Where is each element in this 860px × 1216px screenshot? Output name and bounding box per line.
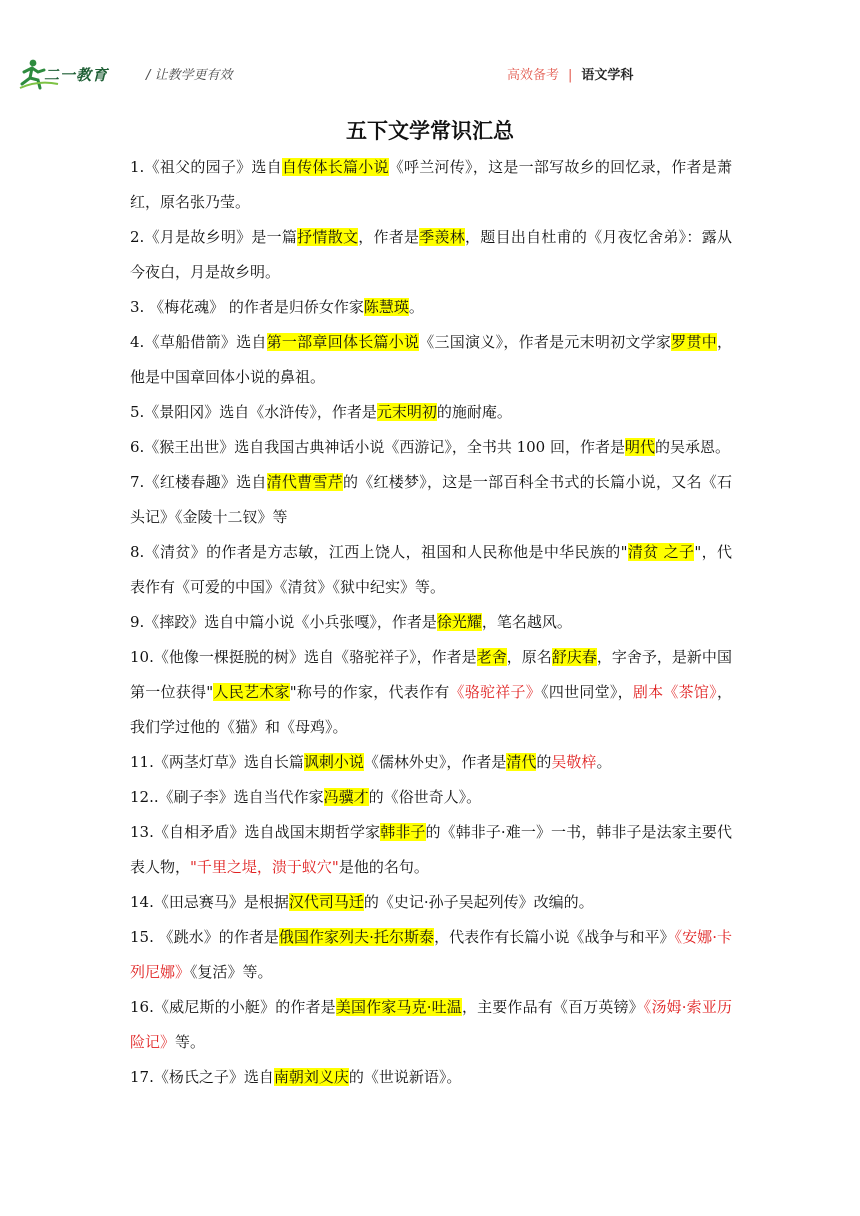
text-segment: 9.《摔跤》选自中篇小说《小兵张嘎》，作者是 bbox=[130, 613, 437, 631]
header-separator: | bbox=[568, 68, 573, 83]
page-header bbox=[0, 0, 860, 100]
text-segment: 2.《月是故乡明》是一篇 bbox=[130, 228, 298, 246]
text-segment: 16.《威尼斯的小艇》的作者是 bbox=[130, 998, 336, 1016]
highlighted-text: 讽刺小说 bbox=[303, 753, 364, 771]
text-segment: 的施耐庵。 bbox=[436, 403, 512, 421]
text-segment: 的《史记·孙子吴起列传》改编的。 bbox=[363, 893, 594, 911]
highlighted-text: 美国作家马克·吐温 bbox=[335, 998, 462, 1016]
text-segment: 的《红楼梦》，这是一部百科全书式的长篇小说，又名《石头记》《金陵十二钗》等 bbox=[130, 473, 732, 526]
highlighted-text: 陈慧瑛 bbox=[363, 298, 409, 316]
text-segment: 。 bbox=[596, 753, 612, 771]
highlighted-text: 南朝刘义庆 bbox=[273, 1068, 349, 1086]
highlighted-text: 人民艺术家 bbox=[213, 683, 290, 701]
slogan: / 让教学更有效 bbox=[146, 68, 233, 83]
list-item bbox=[130, 815, 732, 885]
text-segment: ，笔名越风。 bbox=[481, 613, 572, 631]
highlighted-text: 元末明初 bbox=[376, 403, 437, 421]
text-segment: 11.《两茎灯草》选自长篇 bbox=[130, 753, 304, 771]
highlighted-text: 清贫 之子 bbox=[627, 543, 695, 561]
highlighted-text: 韩非子 bbox=[380, 823, 426, 841]
document-body bbox=[130, 150, 732, 1095]
text-segment: ，主要作品有《百万英镑》 bbox=[461, 998, 644, 1016]
list-item bbox=[130, 290, 732, 325]
text-segment: 17.《杨氏之子》选自 bbox=[130, 1068, 274, 1086]
red-text: "千里之堤，溃于蚁穴" bbox=[190, 858, 339, 876]
list-item bbox=[130, 990, 732, 1060]
text-segment: ，字舍予，是新中国第一位获得" bbox=[130, 648, 732, 701]
highlighted-text: 老舍 bbox=[476, 648, 507, 666]
highlighted-text: 俄国作家列夫·托尔斯泰 bbox=[278, 928, 435, 946]
highlighted-text: 清代 bbox=[506, 753, 537, 771]
highlighted-text: 汉代司马迁 bbox=[288, 893, 364, 911]
text-segment: "，代表作有《可爱的中国》《清贫》《狱中纪实》等。 bbox=[130, 543, 732, 596]
text-segment: 的 bbox=[536, 753, 552, 771]
list-item bbox=[130, 150, 732, 220]
highlighted-text: 明代 bbox=[624, 438, 655, 456]
highlighted-text: 冯骥才 bbox=[323, 788, 369, 806]
list-item bbox=[130, 220, 732, 290]
list-item bbox=[130, 745, 732, 780]
list-item bbox=[130, 640, 732, 745]
text-segment: 《呼兰河传》，这是一部写故乡的回忆录，作者是萧红，原名张乃莹。 bbox=[130, 158, 732, 211]
red-text: 《安娜·卡列尼娜》 bbox=[130, 928, 732, 981]
highlighted-text: 徐光耀 bbox=[436, 613, 482, 631]
text-segment: 5.《景阳冈》选自《水浒传》，作者是 bbox=[130, 403, 377, 421]
text-segment: 1.《祖父的园子》选自 bbox=[130, 158, 282, 176]
text-segment: 4.《草船借箭》选自 bbox=[130, 333, 267, 351]
list-item bbox=[130, 780, 732, 815]
highlighted-text: 第一部章回体长篇小说 bbox=[266, 333, 420, 351]
text-segment: ，作者是 bbox=[358, 228, 420, 246]
text-segment: 的《世说新语》。 bbox=[348, 1068, 462, 1086]
list-item bbox=[130, 325, 732, 395]
text-segment: 的《俗世奇人》。 bbox=[368, 788, 482, 806]
highlighted-text: 清代曹雪芹 bbox=[266, 473, 343, 491]
list-item bbox=[130, 430, 732, 465]
text-segment: ，代表作有长篇小说《战争与和平》 bbox=[434, 928, 675, 946]
text-segment: 6.《猴王出世》选自我国古典神话小说《西游记》，全书共 100 回，作者是 bbox=[130, 438, 625, 456]
highlighted-text: 季羡林 bbox=[419, 228, 466, 246]
list-item bbox=[130, 920, 732, 990]
text-segment: 《复活》等。 bbox=[190, 963, 273, 981]
list-item bbox=[130, 395, 732, 430]
text-segment: ，原名 bbox=[506, 648, 552, 666]
highlighted-text: 罗贯中 bbox=[671, 333, 717, 351]
text-segment: 等。 bbox=[175, 1033, 206, 1051]
text-segment: 7.《红楼春趣》选自 bbox=[130, 473, 267, 491]
text-segment: 13.《自相矛盾》选自战国末期哲学家 bbox=[130, 823, 381, 841]
text-segment: ，题目出自杜甫的《月夜忆舍弟》：露从今夜白，月是故乡明。 bbox=[130, 228, 732, 281]
red-text: 《汤姆·索亚历险记》 bbox=[130, 998, 732, 1051]
text-segment: 《三国演义》，作者是元末明初文学家 bbox=[419, 333, 672, 351]
list-item bbox=[130, 1060, 732, 1095]
text-segment: 。 bbox=[408, 298, 424, 316]
text-segment: 8.《清贫》的作者是方志敏，江西上饶人，祖国和人民称他是中华民族的" bbox=[130, 543, 628, 561]
text-segment: 15. 《跳水》的作者是 bbox=[130, 928, 279, 946]
text-segment: 的《韩非子·难一》一书，韩非子是法家主要代表人物， bbox=[130, 823, 732, 876]
list-item bbox=[130, 885, 732, 920]
header-subject bbox=[507, 64, 633, 83]
text-segment: 《儒林外史》，作者是 bbox=[363, 753, 507, 771]
page-title: 五下文学常识汇总 bbox=[346, 118, 514, 143]
header-subject-label: 语文学科 bbox=[581, 68, 634, 83]
highlighted-text: 舒庆春 bbox=[551, 648, 597, 666]
text-segment: 《四世同堂》， bbox=[541, 683, 633, 701]
text-segment: 12..《刷子李》选自当代作家 bbox=[130, 788, 324, 806]
highlighted-text: 抒情散文 bbox=[297, 228, 359, 246]
text-segment: 是他的名句。 bbox=[338, 858, 429, 876]
text-segment: 3. 《梅花魂》 的作者是归侨女作家 bbox=[130, 298, 364, 316]
red-text: 吴敬梓 bbox=[551, 753, 597, 771]
red-text: 《骆驼祥子》 bbox=[449, 683, 542, 701]
list-item bbox=[130, 535, 732, 605]
text-segment: 10.《他像一棵挺脱的树》选自《骆驼祥子》，作者是 bbox=[130, 648, 477, 666]
red-text: 剧本《茶馆》 bbox=[632, 683, 717, 701]
logo-text: 二一教育 bbox=[44, 66, 109, 84]
list-item bbox=[130, 605, 732, 640]
text-segment: ，我们学过他的《猫》和《母鸡》。 bbox=[130, 683, 732, 736]
text-segment: 的吴承恩。 bbox=[655, 438, 731, 456]
header-tag: 高效备考 bbox=[507, 68, 560, 83]
list-item bbox=[130, 465, 732, 535]
text-segment: ，他是中国章回体小说的鼻祖。 bbox=[130, 333, 732, 386]
text-segment: "称号的作家，代表作有 bbox=[289, 683, 450, 701]
text-segment: 14.《田忌赛马》是根据 bbox=[130, 893, 289, 911]
highlighted-text: 自传体长篇小说 bbox=[281, 158, 389, 176]
